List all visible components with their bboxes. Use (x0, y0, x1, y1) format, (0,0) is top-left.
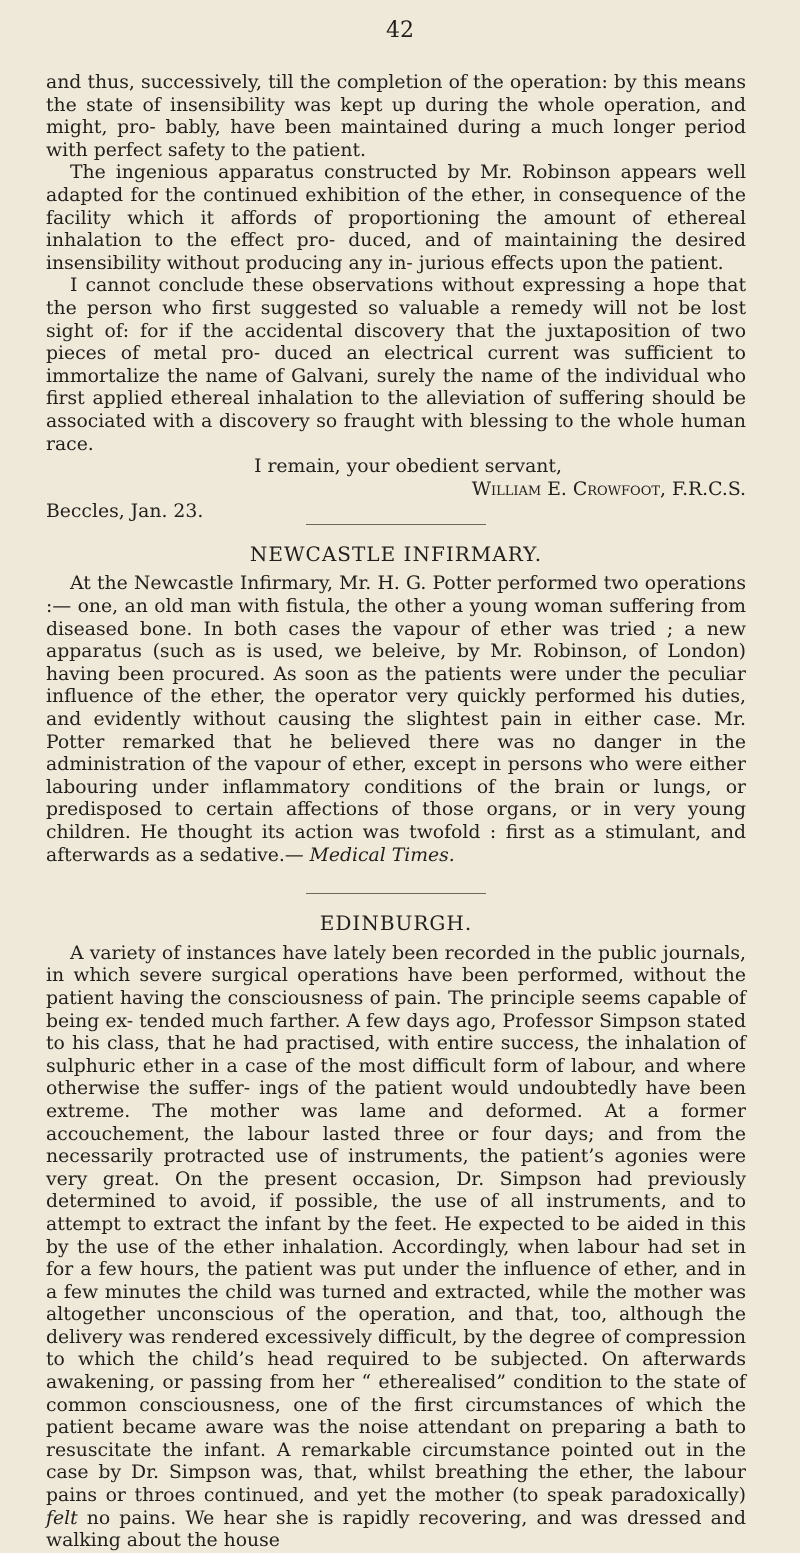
section-spacer (46, 867, 746, 893)
section-divider (306, 893, 486, 894)
edinburgh-emphasis: felt (46, 1507, 78, 1529)
letter-signature: William E. Crowfoot, F.R.C.S. (471, 478, 746, 500)
newcastle-heading: NEWCASTLE INFIRMARY. (249, 541, 543, 566)
newcastle-paragraph (46, 573, 746, 867)
newcastle-source: Medical Times. (309, 844, 455, 866)
edinburgh-text-2: no pains. We hear she is rapidly recovering, and was dressed and walking about the house (46, 1507, 746, 1552)
newcastle-text: At the Newcastle Infirmary, Mr. H. G. Potter performed two operations :— one, an old man with fistula, the other a young woman suffering from diseased bone. In both cases the vapour of ether was tried ; a new apparatus (such as is used, we beleive, by Mr. Robinson, of London) having been procured. As soon as the patients were under the peculiar influence of the ether, the operator very quickly performed his duties, and evidently without causing the slightest pain in either case. Mr. Potter remarked that he believed there was no danger in the administration of the vapour of ether, except in persons who were either labouring under inflammatory conditions of the brain or lungs, or predisposed to certain affections of those organs, or in very young children. He thought its action was twofold : first as a stimulant, and afterwards as a sedative.— (46, 573, 746, 866)
page-number: 42 (386, 18, 414, 43)
letter-closing: I remain, your obedient servant, (254, 456, 562, 478)
edinburgh-heading: EDINBURGH. (319, 911, 473, 936)
continuation-paragraph-2: The ingenious apparatus constructed by Mr. Robinson appears well adapted for the continued exhibition of the ether, in consequence of the facility which it affords of proportioning the amount of ethereal inhalation to the effect pro- duced, and of maintaining the desired insensibility without producing any in- jurious effects upon the patient. (46, 162, 746, 274)
section-divider (306, 524, 486, 525)
continuation-paragraph-1: and thus, successively, till the completion of the operation: by this means the state of insensibility was kept up during the whole operation, and might, pro- bably, have been maintained during a much longer period with perfect safety to the patient. (46, 72, 746, 161)
letter-dateline: Beccles, Jan. 23. (46, 501, 204, 523)
continuation-paragraph-3: I cannot conclude these observations without expressing a hope that the person who first suggested so valuable a remedy will not be lost sight of: for if the accidental discovery that the juxtaposition of two pieces of metal pro- duced an electrical current was sufficient to immortalize the name of Galvani, surely the name of the individual who first applied ethereal inhalation to the alleviation of suffering should be associated with a discovery so fraught with blessing to the whole human race. (46, 275, 746, 455)
edinburgh-text-1: A variety of instances have lately been recorded in the public journals, in which severe surgical operations have been performed, without the patient having the consciousness of pain. The principle seems capable of being ex- tended much farther. A few days ago, Professor Simpson stated to his class, that he had practised, with entire success, the inhalation of sulphuric ether in a case of the most difficult form of labour, and where otherwise the suffer- ings of the patient would undoubtedly have been extreme. The mother was lame and deformed. At a former accouchement, the labour lasted three or four days; and from the necessarily protracted use of instruments, the patient’s agonies were very great. On the present occasion, Dr. Simpson had previously determined to avoid, if possible, the use of all instruments, and to attempt to extract the infant by the feet. He expected to be aided in this by the use of the ether inhalation. Accordingly, when labour had set in for a few hours, the patient was put under the influence of ether, and in a few minutes the child was turned and extracted, while the mother was altogether unconscious of the operation, and that, too, although the delivery was rendered excessively difficult, by the degree of compression to which the child’s head required to be subjected. On afterwards awakening, or passing from her “ etherealised” condition to the state of common consciousness, one of the first circumstances of which the patient became aware was the noise attendant on preparing a bath to resuscitate the infant. A remarkable circumstance pointed out in the case by Dr. Simpson was, that, whilst breathing the ether, the labour pains or throes continued, and yet the mother (to speak paradoxically) (46, 942, 746, 1507)
edinburgh-paragraph (46, 943, 746, 1553)
article-body (46, 72, 746, 1553)
